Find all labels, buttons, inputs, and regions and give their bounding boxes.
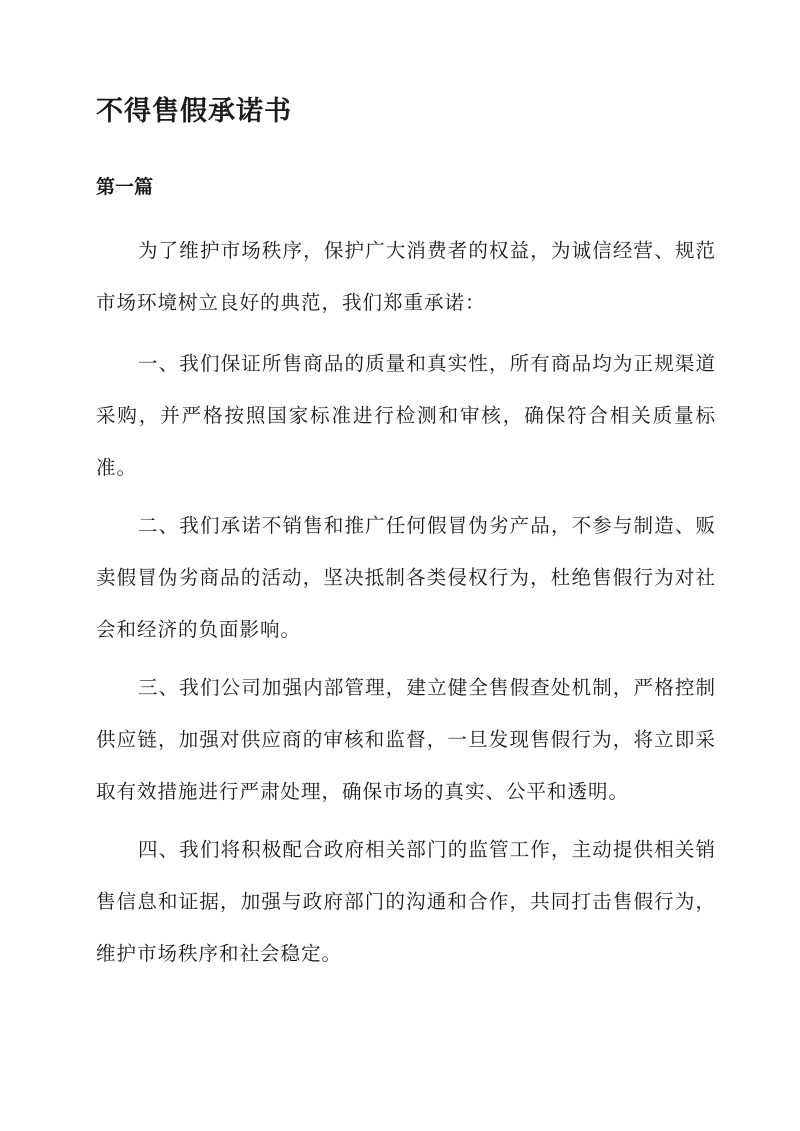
section-heading: 第一篇 bbox=[96, 176, 154, 198]
paragraph-item-2: 二、我们承诺不销售和推广任何假冒伪劣产品，不参与制造、贩卖假冒伪劣商品的活动，坚决抵制各类侵权行为，杜绝售假行为对社会和经济的负面影响。 bbox=[96, 514, 716, 641]
paragraph-intro: 为了维护市场秩序，保护广大消费者的权益，为诚信经营、规范市场环境树立良好的典范，我们郑重承诺： bbox=[96, 239, 716, 314]
paragraph-item-3: 三、我们公司加强内部管理，建立健全售假查处机制，严格控制供应链，加强对供应商的审核和监督，一旦发现售假行为，将立即采取有效措施进行严肃处理，确保市场的真实、公平和透明。 bbox=[96, 676, 716, 803]
page-title: 不得售假承诺书 bbox=[96, 96, 292, 127]
paragraph-item-4: 四、我们将积极配合政府相关部门的监管工作，主动提供相关销售信息和证据，加强与政府部门的沟通和合作，共同打击售假行为，维护市场秩序和社会稳定。 bbox=[96, 838, 716, 965]
paragraph-item-1: 一、我们保证所售商品的质量和真实性，所有商品均为正规渠道采购，并严格按照国家标准进行检测和审核，确保符合相关质量标准。 bbox=[96, 352, 716, 479]
